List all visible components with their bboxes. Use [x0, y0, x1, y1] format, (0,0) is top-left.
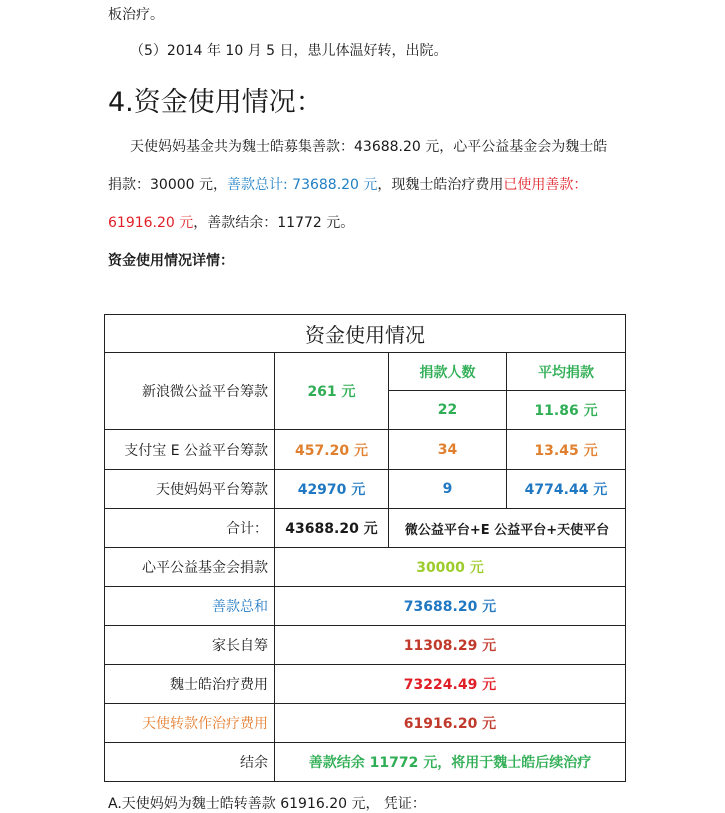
section-heading: 4.资金使用情况：	[108, 87, 323, 118]
alipay-count: 34	[389, 430, 507, 470]
header-avg: 平均捐款	[507, 353, 626, 391]
weibo-avg: 11.86 元	[507, 391, 626, 430]
alipay-label: 支付宝 E 公益平台筹款	[105, 430, 275, 470]
weibo-amount: 261 元	[275, 353, 389, 430]
angel-avg: 4774.44 元	[507, 470, 626, 509]
para-mid: ，现魏士皓治疗费用	[377, 177, 504, 193]
total-note: 微公益平台+E 公益平台+天使平台	[389, 509, 626, 548]
weibo-count: 22	[389, 391, 507, 430]
transfer-label: 天使转款作治疗费用	[105, 704, 275, 743]
angel-amount: 42970 元	[275, 470, 389, 509]
weibo-label: 新浪微公益平台筹款	[105, 353, 275, 430]
para-line-3	[108, 212, 354, 232]
para-donation: 捐款：30000 元，	[108, 177, 227, 193]
family-label: 家长自筹	[105, 626, 275, 665]
alipay-avg: 13.45 元	[507, 430, 626, 470]
family-value: 11308.29 元	[275, 626, 626, 665]
alipay-amount: 457.20 元	[275, 430, 389, 470]
para-used-value: 61916.20 元	[108, 215, 194, 231]
para-line-1: 天使妈妈基金共为魏士皓募集善款：43688.20 元，心平公益基金会为魏士皓	[130, 139, 608, 155]
transfer-value: 61916.20 元	[275, 704, 626, 743]
bottom-line: A.天使妈妈为魏士皓转善款 61916.20 元， 凭证：	[108, 796, 426, 812]
item-5: （5）2014 年 10 月 5 日，患儿体温好转，出院。	[130, 43, 448, 59]
total-label: 合计：	[105, 509, 275, 548]
table-title: 资金使用情况	[105, 315, 626, 353]
total-amount: 43688.20 元	[275, 509, 389, 548]
angel-count: 9	[389, 470, 507, 509]
balance-value: 善款结余 11772 元，将用于魏士皓后续治疗	[275, 743, 626, 782]
sum-value: 73688.20 元	[275, 587, 626, 626]
funds-table	[104, 314, 626, 782]
cost-value: 73224.49 元	[275, 665, 626, 704]
angel-label: 天使妈妈平台筹款	[105, 470, 275, 509]
xinping-value: 30000 元	[275, 548, 626, 587]
para-used-label: 已使用善款：	[503, 177, 588, 193]
sum-label: 善款总和	[105, 587, 275, 626]
para-balance: ，善款结余：11772 元。	[193, 215, 355, 231]
xinping-label: 心平公益基金会捐款	[105, 548, 275, 587]
para-line-2	[108, 174, 587, 194]
cost-label: 魏士皓治疗费用	[105, 665, 275, 704]
top-line: 板治疗。	[108, 7, 164, 23]
balance-label: 结余	[105, 743, 275, 782]
para-total: 善款总计: 73688.20 元	[227, 177, 378, 193]
header-count: 捐款人数	[389, 353, 507, 391]
detail-label: 资金使用情况详情：	[108, 253, 234, 269]
